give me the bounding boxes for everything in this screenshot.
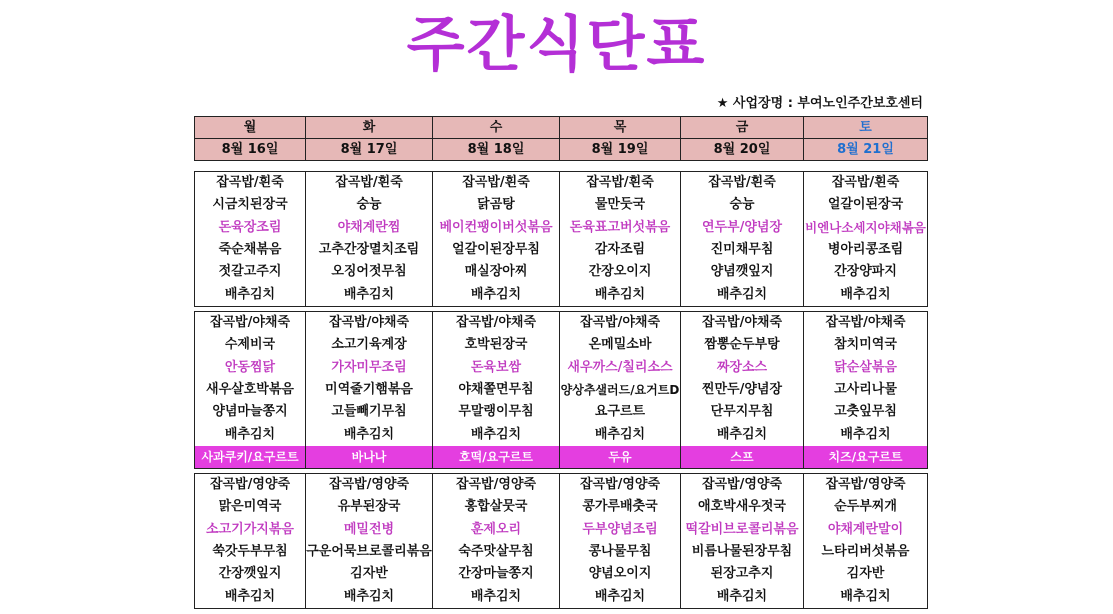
menu-row (195, 563, 928, 585)
menu-cell: 배추김치 (306, 585, 433, 608)
menu-cell: 콩가루배춧국 (560, 496, 681, 518)
menu-cell: 야채계란찜 (306, 217, 433, 239)
date-row (195, 139, 928, 161)
menu-cell: 고춧잎무침 (804, 401, 928, 423)
menu-cell: 무말랭이무침 (433, 401, 560, 423)
menu-cell: 순두부찌개 (804, 496, 928, 518)
menu-row (195, 379, 928, 401)
snack-cell: 스프 (681, 446, 804, 469)
menu-cell: 감자조림 (560, 239, 681, 261)
menu-cell: 잡곡밥/영양죽 (560, 474, 681, 497)
menu-cell: 안동찜닭 (195, 357, 306, 379)
menu-cell: 배추김치 (195, 585, 306, 608)
menu-cell: 잡곡밥/야채죽 (195, 312, 306, 335)
menu-cell: 미역줄기햄볶음 (306, 379, 433, 401)
date-cell: 8월 17일 (306, 139, 433, 161)
day-cell: 목 (560, 117, 681, 139)
menu-cell: 배추김치 (681, 283, 804, 306)
menu-cell: 김자반 (306, 563, 433, 585)
menu-row (195, 334, 928, 356)
menu-cell: 닭순살볶음 (804, 357, 928, 379)
menu-cell: 새우살호박볶음 (195, 379, 306, 401)
menu-cell: 새우까스/칠리소스 (560, 357, 681, 379)
menu-cell: 배추김치 (306, 423, 433, 445)
menu-cell: 유부된장국 (306, 496, 433, 518)
menu-cell: 비엔나소세지야채볶음 (804, 217, 928, 239)
day-cell: 금 (681, 117, 804, 139)
menu-cell: 참치미역국 (804, 334, 928, 356)
menu-cell: 양념오이지 (560, 563, 681, 585)
date-cell: 8월 20일 (681, 139, 804, 161)
menu-row (195, 423, 928, 445)
menu-cell: 잡곡밥/영양죽 (433, 474, 560, 497)
menu-cell: 콩나물무침 (560, 541, 681, 563)
menu-cell: 잡곡밥/흰죽 (804, 172, 928, 195)
menu-cell: 수제비국 (195, 334, 306, 356)
menu-cell: 소고기육계장 (306, 334, 433, 356)
menu-cell: 김자반 (804, 563, 928, 585)
menu-row (195, 261, 928, 283)
menu-cell: 잡곡밥/흰죽 (195, 172, 306, 195)
menu-cell: 고사리나물 (804, 379, 928, 401)
menu-cell: 젓갈고주지 (195, 261, 306, 283)
menu-row (195, 239, 928, 261)
menu-cell: 잡곡밥/영양죽 (306, 474, 433, 497)
menu-cell: 물만둣국 (560, 194, 681, 216)
menu-row (195, 172, 928, 195)
menu-cell: 훈제오리 (433, 519, 560, 541)
menu-cell: 간장오이지 (560, 261, 681, 283)
menu-cell: 배추김치 (560, 585, 681, 608)
day-row (195, 117, 928, 139)
menu-cell: 온메밀소바 (560, 334, 681, 356)
menu-cell: 돈육장조림 (195, 217, 306, 239)
site-name: ★ 사업장명 : 부여노인주간보호센터 (716, 96, 923, 111)
dinner-table (194, 473, 928, 609)
menu-cell: 오징어젓무침 (306, 261, 433, 283)
menu-cell: 잡곡밥/영양죽 (681, 474, 804, 497)
menu-cell: 배추김치 (195, 283, 306, 306)
menu-cell: 배추김치 (804, 585, 928, 608)
date-cell: 8월 16일 (195, 139, 306, 161)
menu-cell: 잡곡밥/흰죽 (306, 172, 433, 195)
menu-cell: 배추김치 (804, 283, 928, 306)
menu-cell: 배추김치 (195, 423, 306, 445)
menu-cell: 잡곡밥/영양죽 (804, 474, 928, 497)
snack-row (195, 446, 928, 469)
menu-cell: 배추김치 (560, 283, 681, 306)
menu-cell: 두부양념조림 (560, 519, 681, 541)
menu-cell: 숭늉 (681, 194, 804, 216)
menu-row (195, 217, 928, 239)
menu-cell: 잡곡밥/흰죽 (681, 172, 804, 195)
menu-cell: 간장깻잎지 (195, 563, 306, 585)
menu-cell: 맑은미역국 (195, 496, 306, 518)
menu-row (195, 585, 928, 608)
menu-row (195, 519, 928, 541)
snack-cell: 두유 (560, 446, 681, 469)
menu-cell: 떡갈비브로콜리볶음 (681, 519, 804, 541)
menu-row (195, 283, 928, 306)
menu-cell: 애호박새우젓국 (681, 496, 804, 518)
menu-cell: 잡곡밥/야채죽 (804, 312, 928, 335)
menu-cell: 양념깻잎지 (681, 261, 804, 283)
menu-cell: 연두부/양념장 (681, 217, 804, 239)
menu-cell: 잡곡밥/흰죽 (433, 172, 560, 195)
snack-cell: 바나나 (306, 446, 433, 469)
menu-cell: 가자미무조림 (306, 357, 433, 379)
menu-cell: 야채쫄면무침 (433, 379, 560, 401)
menu-cell: 고들빼기무침 (306, 401, 433, 423)
day-cell: 월 (195, 117, 306, 139)
menu-cell: 야채계란말이 (804, 519, 928, 541)
menu-cell: 느타리버섯볶음 (804, 541, 928, 563)
menu-cell: 베이컨팽이버섯볶음 (433, 217, 560, 239)
menu-cell: 잡곡밥/야채죽 (560, 312, 681, 335)
menu-cell: 짬뽕순두부탕 (681, 334, 804, 356)
menu-cell: 배추김치 (681, 585, 804, 608)
menu-cell: 배추김치 (433, 585, 560, 608)
menu-cell: 배추김치 (804, 423, 928, 445)
menu-cell: 배추김치 (306, 283, 433, 306)
menu-cell: 호박된장국 (433, 334, 560, 356)
menu-cell: 시금치된장국 (195, 194, 306, 216)
menu-row (195, 357, 928, 379)
page-title: 주간식단표 (406, 10, 707, 80)
menu-row (195, 312, 928, 335)
menu-row (195, 474, 928, 497)
menu-cell: 잡곡밥/야채죽 (681, 312, 804, 335)
lunch-table (194, 311, 928, 469)
menu-cell: 홍합살뭇국 (433, 496, 560, 518)
snack-cell: 사과쿠키/요구르트 (195, 446, 306, 469)
menu-cell: 짜장소스 (681, 357, 804, 379)
menu-cell: 배추김치 (681, 423, 804, 445)
menu-row (195, 496, 928, 518)
menu-cell: 돈육보쌈 (433, 357, 560, 379)
menu-cell: 매실장아찌 (433, 261, 560, 283)
breakfast-table (194, 171, 928, 307)
menu-cell: 찐만두/양념장 (681, 379, 804, 401)
date-cell: 8월 18일 (433, 139, 560, 161)
day-cell: 화 (306, 117, 433, 139)
menu-cell: 잡곡밥/흰죽 (560, 172, 681, 195)
menu-cell: 배추김치 (560, 423, 681, 445)
snack-cell: 치즈/요구르트 (804, 446, 928, 469)
menu-cell: 양념마늘쫑지 (195, 401, 306, 423)
menu-cell: 숭늉 (306, 194, 433, 216)
menu-row (195, 401, 928, 423)
menu-cell: 요구르트 (560, 401, 681, 423)
menu-cell: 잡곡밥/야채죽 (306, 312, 433, 335)
menu-cell: 고추간장멸치조림 (306, 239, 433, 261)
menu-cell: 단무지무침 (681, 401, 804, 423)
menu-cell: 쑥갓두부무침 (195, 541, 306, 563)
menu-cell: 간장양파지 (804, 261, 928, 283)
menu-cell: 죽순채볶음 (195, 239, 306, 261)
menu-row (195, 194, 928, 216)
header-table (194, 116, 928, 161)
menu-cell: 양상추샐러드/요거트D (560, 379, 681, 401)
day-cell: 수 (433, 117, 560, 139)
day-cell: 토 (804, 117, 928, 139)
menu-cell: 배추김치 (433, 423, 560, 445)
menu-cell: 진미채무침 (681, 239, 804, 261)
menu-cell: 돈육표고버섯볶음 (560, 217, 681, 239)
menu-row (195, 541, 928, 563)
menu-cell: 구운어묵브로콜리볶음 (306, 541, 433, 563)
snack-cell: 호떡/요구르트 (433, 446, 560, 469)
menu-cell: 숙주맛살무침 (433, 541, 560, 563)
menu-cell: 잡곡밥/영양죽 (195, 474, 306, 497)
menu-cell: 소고기가지볶음 (195, 519, 306, 541)
menu-cell: 비름나물된장무침 (681, 541, 804, 563)
menu-cell: 메밀전병 (306, 519, 433, 541)
menu-cell: 병아리콩조림 (804, 239, 928, 261)
menu-cell: 배추김치 (433, 283, 560, 306)
menu-cell: 잡곡밥/야채죽 (433, 312, 560, 335)
date-cell: 8월 21일 (804, 139, 928, 161)
menu-cell: 얼갈이된장무침 (433, 239, 560, 261)
menu-cell: 닭곰탕 (433, 194, 560, 216)
menu-cell: 된장고추지 (681, 563, 804, 585)
date-cell: 8월 19일 (560, 139, 681, 161)
menu-cell: 얼갈이된장국 (804, 194, 928, 216)
menu-cell: 간장마늘쫑지 (433, 563, 560, 585)
